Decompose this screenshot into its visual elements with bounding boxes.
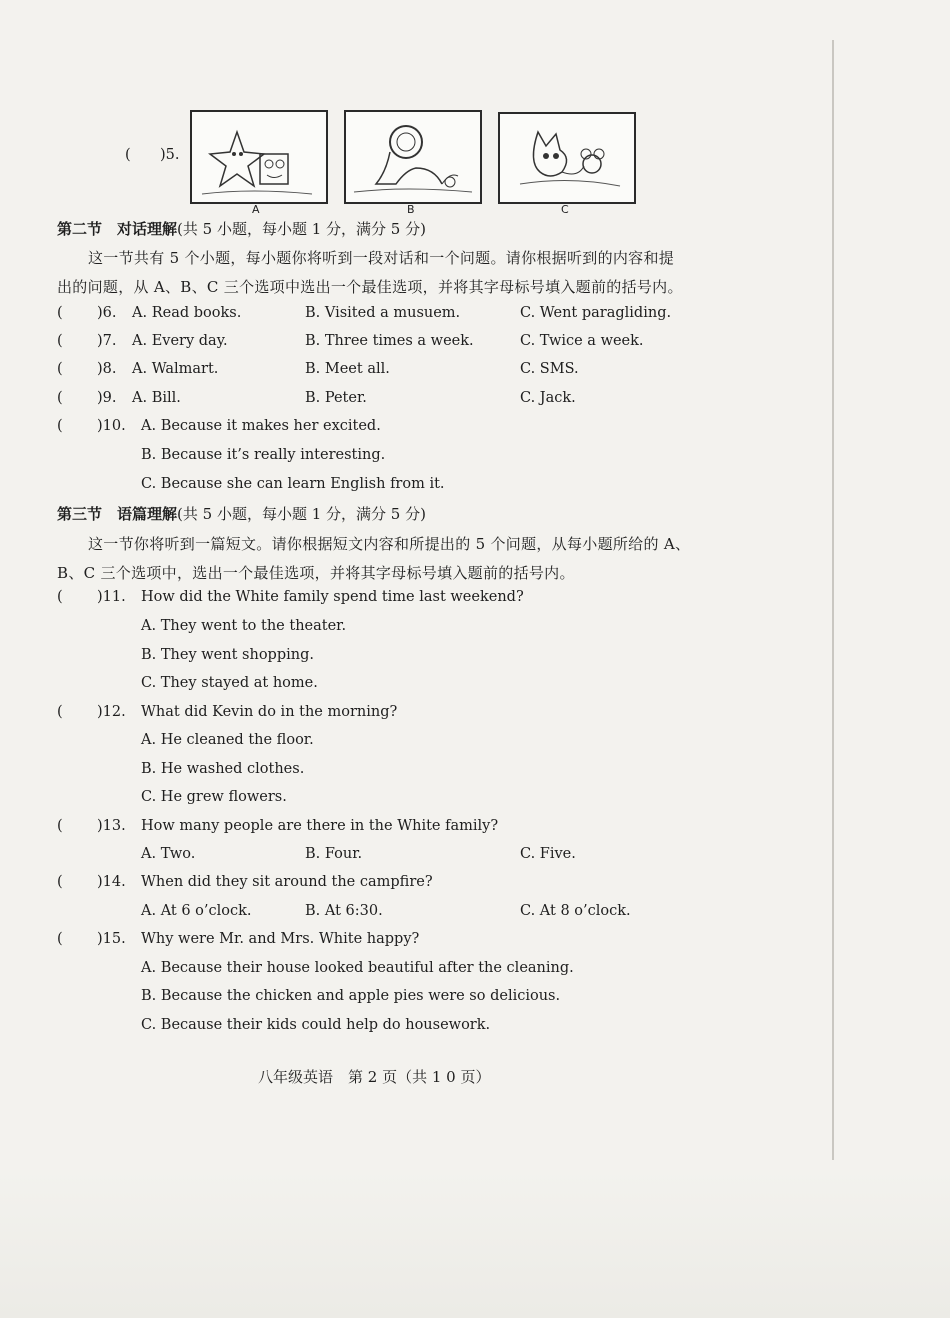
q13-stem: How many people are there in the White family?: [141, 818, 499, 834]
paren-open: (: [57, 818, 63, 834]
paren-open: (: [57, 361, 63, 377]
q7-option-b: B. Three times a week.: [305, 333, 474, 349]
q7-option-c: C. Twice a week.: [520, 333, 644, 349]
section2-meta: (共 5 小题，每小题 1 分，满分 5 分): [177, 220, 426, 238]
q12-option-c: C. He grew flowers.: [141, 789, 287, 805]
section3-title: 第三节 语篇理解: [57, 505, 178, 523]
q11-option-a: A. They went to the theater.: [141, 618, 347, 634]
section2-instruction-2: 出的问题，从 A、B、C 三个选项中选出一个最佳选项，并将其字母标号填入题前的括号内。: [57, 278, 683, 296]
q6-option-a: A. Read books.: [132, 305, 242, 321]
q11-number: )11.: [97, 589, 126, 605]
scan-shadow: [0, 1168, 950, 1318]
section2-title: 第二节 对话理解: [57, 220, 178, 238]
section3-meta: (共 5 小题，每小题 1 分，满分 5 分): [177, 505, 426, 523]
section3-instruction-2: B、C 三个选项中，选出一个最佳选项，并将其字母标号填入题前的括号内。: [57, 564, 575, 582]
q10-option-b: B. Because it’s really interesting.: [141, 447, 386, 463]
paren-open: (: [57, 704, 63, 720]
q12-number: )12.: [97, 704, 126, 720]
q8-option-c: C. SMS.: [520, 361, 579, 377]
q13-option-a: A. Two.: [141, 846, 196, 862]
q10-option-c: C. Because she can learn English from it.: [141, 476, 445, 492]
q9-option-a: A. Bill.: [132, 390, 181, 406]
q11-stem: How did the White family spend time last weekend?: [141, 589, 524, 605]
picture-b-label: B: [407, 203, 415, 216]
paren-open: (: [57, 305, 63, 321]
picture-a-label: A: [252, 203, 260, 216]
q11-option-b: B. They went shopping.: [141, 647, 314, 663]
q13-option-c: C. Five.: [520, 846, 576, 862]
paren-open: (: [57, 418, 63, 434]
paren-open: (: [57, 589, 63, 605]
q15-option-b: B. Because the chicken and apple pies were so delicious.: [141, 988, 561, 1004]
q14-option-c: C. At 8 o’clock.: [520, 903, 631, 919]
page-footer: 八年级英语 第 2 页（共 1 0 页）: [258, 1068, 491, 1086]
paren-open: (: [57, 874, 63, 890]
q8-option-b: B. Meet all.: [305, 361, 390, 377]
q5-paren-open: (: [125, 147, 131, 163]
section2-heading: [57, 218, 426, 239]
q15-option-a: A. Because their house looked beautiful after the cleaning.: [141, 960, 574, 976]
q15-option-c: C. Because their kids could help do housework.: [141, 1017, 491, 1033]
q14-number: )14.: [97, 874, 126, 890]
picture-b: [344, 110, 482, 204]
cartoon-cat-mouse-icon: [500, 114, 634, 202]
q12-option-b: B. He washed clothes.: [141, 761, 305, 777]
q6-number: )6.: [97, 305, 117, 321]
q10-number: )10.: [97, 418, 126, 434]
q14-option-a: A. At 6 o’clock.: [141, 903, 252, 919]
section3-instruction-1: 这一节你将听到一篇短文。请你根据短文内容和所提出的 5 个问题，从每小题所给的 A、: [88, 535, 691, 553]
q14-option-b: B. At 6:30.: [305, 903, 383, 919]
q6-option-b: B. Visited a musuem.: [305, 305, 461, 321]
q8-number: )8.: [97, 361, 117, 377]
q5-number: )5.: [160, 147, 180, 163]
q9-number: )9.: [97, 390, 117, 406]
cartoon-lion-icon: [346, 112, 480, 202]
q7-number: )7.: [97, 333, 117, 349]
q15-number: )15.: [97, 931, 126, 947]
q9-option-b: B. Peter.: [305, 390, 367, 406]
q13-number: )13.: [97, 818, 126, 834]
cartoon-starfish-sponge-icon: [192, 112, 326, 202]
section3-heading: [57, 503, 426, 524]
q13-option-b: B. Four.: [305, 846, 363, 862]
q14-stem: When did they sit around the campfire?: [141, 874, 433, 890]
q10-option-a: A. Because it makes her excited.: [141, 418, 381, 434]
paren-open: (: [57, 931, 63, 947]
q11-option-c: C. They stayed at home.: [141, 675, 318, 691]
section2-instruction-1: 这一节共有 5 个小题，每小题你将听到一段对话和一个问题。请你根据听到的内容和提: [88, 249, 675, 267]
q7-option-a: A. Every day.: [132, 333, 228, 349]
paren-open: (: [57, 333, 63, 349]
q9-option-c: C. Jack.: [520, 390, 576, 406]
picture-c: [498, 112, 636, 204]
paren-open: (: [57, 390, 63, 406]
q12-stem: What did Kevin do in the morning?: [141, 704, 398, 720]
q15-stem: Why were Mr. and Mrs. White happy?: [141, 931, 420, 947]
picture-a: [190, 110, 328, 204]
page-edge: [832, 40, 834, 1160]
q12-option-a: A. He cleaned the floor.: [141, 732, 314, 748]
q6-option-c: C. Went paragliding.: [520, 305, 672, 321]
picture-c-label: C: [561, 203, 569, 216]
q8-option-a: A. Walmart.: [132, 361, 219, 377]
